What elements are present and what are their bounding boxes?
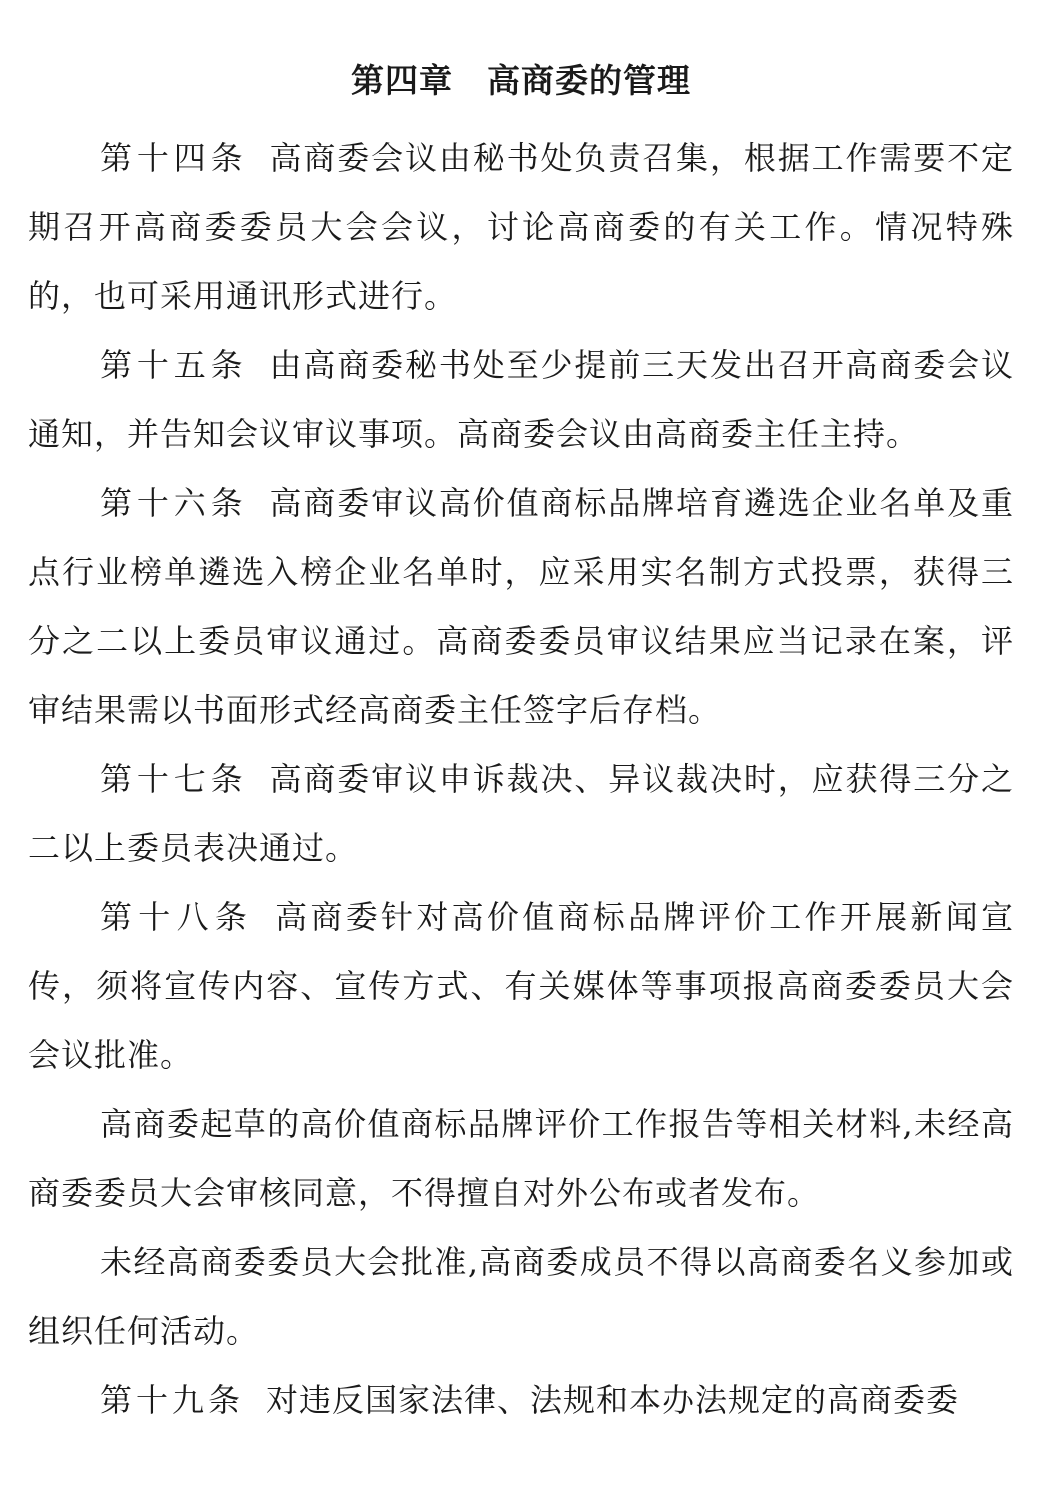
article-text: 由高商委秘书处至少提前三天发出召开高商委会议通知，并告知会议审议事项。高商委会议由高商委主任主持。 (28, 346, 1014, 453)
chapter-title: 第四章 高商委的管理 (351, 61, 691, 100)
article-label: 第十五条 (100, 346, 248, 384)
article-text: 高商委会议由秘书处负责召集，根据工作需要不定期召开高商委委员大会会议，讨论高商委的有关工作。情况特殊的，也可采用通讯形式进行。 (28, 139, 1014, 315)
document-page (28, 54, 1014, 1435)
article-18-paragraph (28, 883, 1014, 1090)
article-label: 第十七条 (100, 760, 248, 798)
article-text: 对违反国家法律、法规和本办法规定的高商委委 (266, 1381, 960, 1419)
article-text: 高商委审议申诉裁决、异议裁决时，应获得三分之二以上委员表决通过。 (28, 760, 1014, 867)
article-label: 第十九条 (100, 1381, 245, 1419)
article-18-paragraph-2 (28, 1090, 1014, 1228)
article-text: 高商委针对高价值商标品牌评价工作开展新闻宣传，须将宣传内容、宣传方式、有关媒体等事项报高商委委员大会会议批准。 (28, 898, 1014, 1074)
article-16-paragraph (28, 469, 1014, 745)
article-14-paragraph (28, 124, 1014, 331)
article-17-paragraph (28, 745, 1014, 883)
article-text: 高商委起草的高价值商标品牌评价工作报告等相关材料,未经高商委委员大会审核同意，不得擅自对外公布或者发布。 (28, 1105, 1014, 1212)
article-text: 未经高商委委员大会批准,高商委成员不得以高商委名义参加或组织任何活动。 (28, 1243, 1014, 1350)
article-label: 第十六条 (100, 484, 248, 522)
article-15-paragraph (28, 331, 1014, 469)
article-label: 第十四条 (100, 139, 248, 177)
article-label: 第十八条 (100, 898, 254, 936)
article-text: 高商委审议高价值商标品牌培育遴选企业名单及重点行业榜单遴选入榜企业名单时，应采用实名制方式投票，获得三分之二以上委员审议通过。高商委委员审议结果应当记录在案，评审结果需以书面形式经高商委主任签字后存档。 (28, 484, 1014, 729)
article-19-paragraph (28, 1366, 1014, 1435)
article-18-paragraph-3 (28, 1228, 1014, 1366)
